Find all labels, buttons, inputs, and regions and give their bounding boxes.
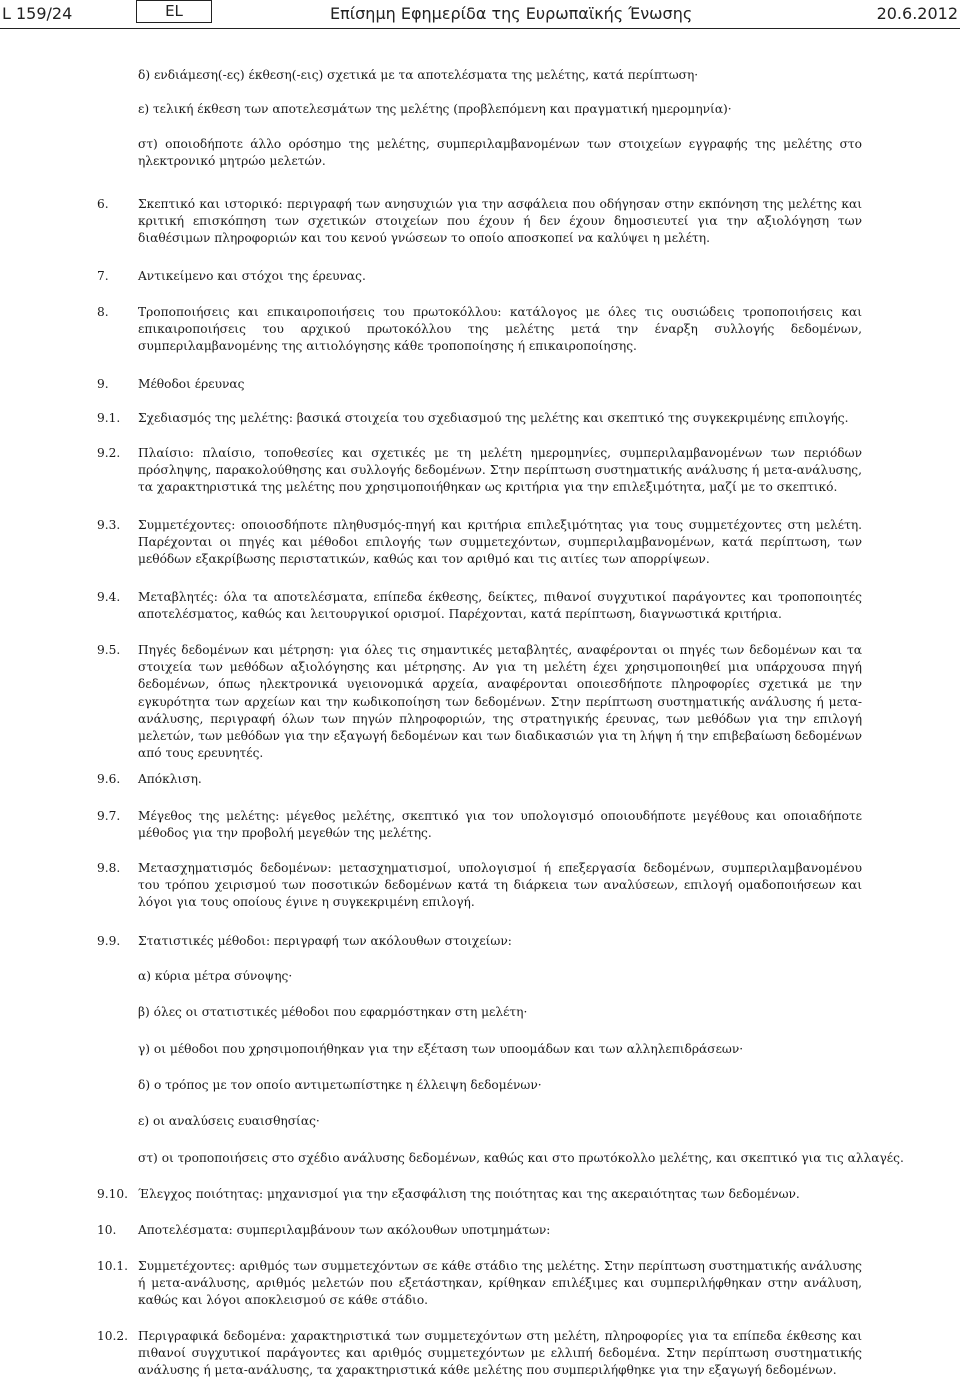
section-number: 9.9.: [97, 934, 121, 948]
page-header: [0, 0, 960, 29]
section-text: Μετασχηματισμός δεδομένων: μετασχηματισμοί, υπολογισμοί ή επεξεργασία δεδομένων, συμπεριλαμβανομένου του τρόπου χειρισμού των ποσοτικών δεδομένων κατά τη διάρκεια των αναλύσεων, επιλογή ομαδοποιήσεων και λόγοι για τους οποίους έγινε η συγκεκριμένη επιλογή.: [138, 861, 862, 910]
section-number: 10.1.: [97, 1259, 129, 1273]
stat-item: β) όλες οι στατιστικές μέθοδοι που εφαρμόστηκαν στη μελέτη·: [138, 1005, 528, 1019]
section-number: 9.3.: [97, 518, 121, 532]
section-number: 9.: [97, 377, 109, 391]
section-text: Συμμετέχοντες: αριθμός των συμμετεχόντων σε κάθε στάδιο της μελέτης. Στην περίπτωση συστηματικής ανάλυσης ή μετα-ανάλυσης, αριθμός μελετών που εξετάστηκαν, κρίθηκαν επιλέξιμες και συμπεριλήφθηκαν στην ανάλυση, καθώς και λόγοι αποκλεισμού σε κάθε στάδιο.: [138, 1259, 862, 1308]
section-text: Αντικείμενο και στόχοι της έρευνας.: [138, 269, 366, 283]
section-number: 9.4.: [97, 590, 121, 604]
intro-item-e: ε) τελική έκθεση των αποτελεσμάτων της μελέτης (προβλεπόμενη και πραγματική ημερομηνία)·: [138, 102, 732, 116]
section-text: Σκεπτικό και ιστορικό: περιγραφή των ανησυχιών για την ασφάλεια που οδήγησαν στην εκπόνηση της μελέτης και κριτική επισκόπηση των σχετικών στοιχείων που έχουν ή δεν έχουν δημοσιευτεί για την αξιολόγηση των διαθέσιμων πληροφοριών και του κενού γνώσεων το οποίο αποσκοπεί να καλύψει η μελέτη.: [138, 197, 862, 246]
section-text: Τροποποιήσεις και επικαιροποιήσεις του πρωτοκόλλου: κατάλογος με όλες τις ουσιώδεις τροποποιήσεις και επικαιροποιήσεις του αρχικού πρωτοκόλλου της μελέτης μετά την έναρξη συλλογής δεδομένων, συμπεριλαμβανομένης της αιτιολόγησης κάθε τροποποίησης ή επικαιροποίησης.: [138, 305, 862, 354]
section-text: Περιγραφικά δεδομένα: χαρακτηριστικά των συμμετεχόντων στη μελέτη, πληροφορίες για τα επίπεδα έκθεσης και πιθανοί συγχυτικοί παράγοντες και αριθμός συμμετεχόντων με ελλιπή δεδομένα. Στην περίπτωση συστηματικής ανάλυσης ή μετα-ανάλυσης, τα χαρακτηριστικά κάθε μελέτης που συμπεριλήφθηκε για την εξαγωγή δεδομένων.: [138, 1329, 862, 1378]
section-text: Μεταβλητές: όλα τα αποτελέσματα, επίπεδα έκθεσης, δείκτες, πιθανοί συγχυτικοί παράγοντες και τροποποιητές αποτελέσματος, καθώς και λειτουργικοί ορισμοί. Παρέχονται, κατά περίπτωση, διαγνωστικά κριτήρια.: [138, 590, 862, 622]
section-text: Έλεγχος ποιότητας: μηχανισμοί για την εξασφάλιση της ποιότητας και της ακεραιότητας των δεδομένων.: [138, 1187, 800, 1201]
journal-title: Επίσημη Εφημερίδα της Ευρωπαϊκής Ένωσης: [330, 4, 693, 23]
section-text: Σχεδιασμός της μελέτης: βασικά στοιχεία του σχεδιασμού της μελέτης και σκεπτικό της συγκεκριμένης επιλογής.: [138, 411, 849, 425]
intro-item-d: δ) ενδιάμεση(-ες) έκθεση(-εις) σχετικά με τα αποτελέσματα της μελέτης, κατά περίπτωση·: [138, 68, 699, 82]
section-text: Συμμετέχοντες: οποιοσδήποτε πληθυσμός-πηγή και κριτήρια επιλεξιμότητας για τους συμμετέχοντες στη μελέτη. Παρέχονται οι πηγές και μέθοδοι επιλογής των συμμετεχόντων, συμπεριλαμβανομένων, κατά περίπτωση, των μεθόδων εξακρίβωσης περιστατικών, καθώς και τον αριθμό και τις αιτίες των απορρίψεων.: [138, 518, 862, 567]
section-text: Αποτελέσματα: συμπεριλαμβάνουν των ακόλουθων υποτμημάτων:: [138, 1223, 551, 1237]
section-text: Πηγές δεδομένων και μέτρηση: για όλες τις σημαντικές μεταβλητές, αναφέρονται οι πηγές των δεδομένων και τα στοιχεία των μεθόδων αξιολόγησης και μέτρησης. Αν για τη μελέτη έχει χρησιμοποιηθεί μια υπάρχουσα πηγή δεδομένων, όπως ηλεκτρονικά υγειονομικά αρχεία, αναφέρονται οποιεσδήποτε πληροφορίες σχετικά με την εγκυρότητα των αρχείων και την κωδικοποίηση των δεδομένων. Στην περίπτωση συστηματικής ανάλυσης ή μετα-ανάλυσης, περιγραφή όλων των πηγών πληροφοριών, της στρατηγικής έρευνας, των μεθόδων για την επιλογή μελετών, των μεθόδων για την εξαγωγή δεδομένων και των διαδικασιών για τη λήψη ή την επιβεβαίωση δεδομένων από τους ερευνητές.: [138, 643, 862, 761]
section-text: Στατιστικές μέθοδοι: περιγραφή των ακόλουθων στοιχείων:: [138, 934, 512, 948]
stat-item: α) κύρια μέτρα σύνοψης·: [138, 969, 293, 983]
stat-item: γ) οι μέθοδοι που χρησιμοποιήθηκαν για την εξέταση των υποομάδων και των αλληλεπιδράσεων·: [138, 1042, 744, 1056]
stat-item: ε) οι αναλύσεις ευαισθησίας·: [138, 1114, 320, 1128]
section-number: 9.2.: [97, 446, 121, 460]
intro-item-st: στ) οποιοδήποτε άλλο ορόσημο της μελέτης, συμπεριλαμβανομένων των στοιχείων εγγραφής της μελέτης στο ηλεκτρονικό μητρώο μελετών.: [138, 137, 862, 169]
stat-item: στ) οι τροποποιήσεις στο σχέδιο ανάλυσης δεδομένων, καθώς και στο πρωτόκολλο μελέτης, και σκεπτικό για τις αλλαγές.: [138, 1151, 904, 1165]
page-reference: L 159/24: [2, 4, 73, 23]
section-number: 6.: [97, 197, 109, 211]
section-number: 9.6.: [97, 772, 121, 786]
section-text: Πλαίσιο: πλαίσιο, τοποθεσίες και σχετικές με τη μελέτη ημερομηνίες, συμπεριλαμβανομένων των περιόδων πρόσληψης, παρακολούθησης και συλλογής δεδομένων. Στην περίπτωση συστηματικής ανάλυσης ή μετα-ανάλυσης, τα χαρακτηριστικά της μελέτης που χρησιμοποιήθηκαν ως κριτήρια για την επιλεξιμότητα, μαζί με το σκεπτικό.: [138, 446, 862, 495]
section-number: 8.: [97, 305, 109, 319]
section-number: 10.: [97, 1223, 117, 1237]
section-text: Μέγεθος της μελέτης: μέγεθος μελέτης, σκεπτικό για τον υπολογισμό οποιουδήποτε μεγέθους και οποιαδήποτε μέθοδος για την προβολή μεγεθών της μελέτης.: [138, 809, 862, 841]
section-text: Μέθοδοι έρευνας: [138, 377, 245, 391]
section-number: 9.10.: [97, 1187, 129, 1201]
section-number: 9.5.: [97, 643, 121, 657]
section-number: 9.8.: [97, 861, 121, 875]
section-number: 9.1.: [97, 411, 121, 425]
publication-date: 20.6.2012: [876, 4, 958, 23]
section-number: 9.7.: [97, 809, 121, 823]
language-box: EL: [136, 0, 212, 23]
stat-item: δ) ο τρόπος με τον οποίο αντιμετωπίστηκε η έλλειψη δεδομένων·: [138, 1078, 542, 1092]
section-number: 7.: [97, 269, 109, 283]
section-number: 10.2.: [97, 1329, 129, 1343]
section-text: Απόκλιση.: [138, 772, 202, 786]
